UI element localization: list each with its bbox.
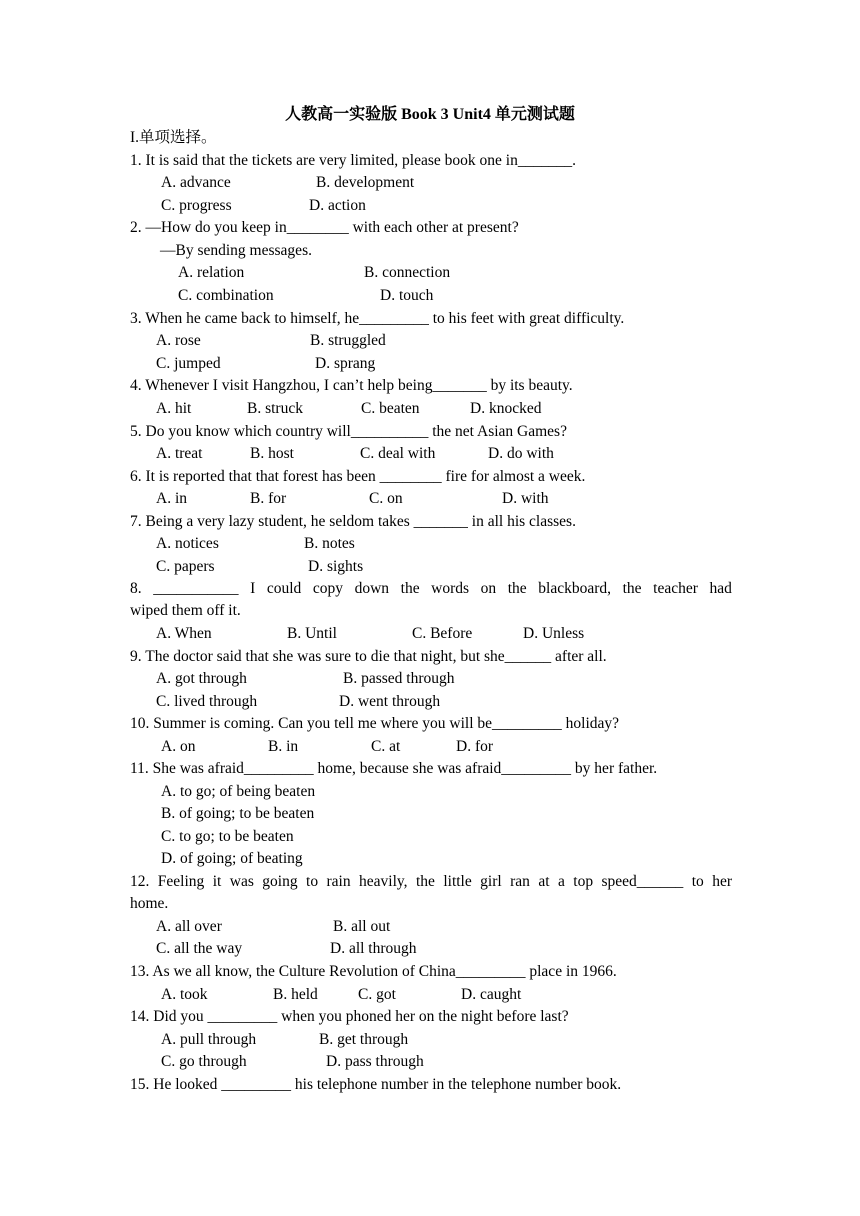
q11-option-a: A. to go; of being beaten xyxy=(161,783,316,800)
q3-option-b: B. struggled xyxy=(310,332,386,349)
q6-option-a: A. in xyxy=(156,490,187,507)
q4-option-a: A. hit xyxy=(156,400,192,417)
question-14: 14. Did you _________ when you phoned her on the night before last? xyxy=(130,1008,569,1025)
question-7: 7. Being a very lazy student, he seldom takes _______ in all his classes. xyxy=(130,513,576,530)
q12-option-c: C. all the way xyxy=(156,940,243,957)
q7-option-c: C. papers xyxy=(156,558,215,575)
q9-option-b: B. passed through xyxy=(343,670,455,687)
page-title: 人教高一实验版 Book 3 Unit4 单元测试题 xyxy=(285,106,575,123)
q12-word: at xyxy=(538,873,550,890)
q12-word: to xyxy=(691,873,704,890)
q5-option-d: D. do with xyxy=(488,445,554,462)
q10-option-a: A. on xyxy=(161,738,196,755)
q14-option-d: D. pass through xyxy=(326,1053,424,1070)
q14-option-a: A. pull through xyxy=(161,1031,257,1048)
q12-word: rain xyxy=(326,873,351,890)
q5-option-c: C. deal with xyxy=(360,445,436,462)
question-12 xyxy=(130,871,732,893)
q3-option-d: D. sprang xyxy=(315,355,376,372)
q12-word: top xyxy=(573,873,594,890)
q12-word: was xyxy=(229,873,254,890)
q8-word: the xyxy=(507,580,527,597)
q8-word: had xyxy=(709,580,732,597)
question-10: 10. Summer is coming. Can you tell me where you will be_________ holiday? xyxy=(130,715,620,732)
q12-word: heavily, xyxy=(359,873,408,890)
q7-option-d: D. sights xyxy=(308,558,364,575)
q12-word: speed______ xyxy=(601,873,684,890)
q8-word: the xyxy=(622,580,642,597)
q1-option-b: B. development xyxy=(316,174,415,191)
q12-word: Feeling xyxy=(157,873,205,890)
question-11: 11. She was afraid_________ home, because she was afraid_________ by her father. xyxy=(130,760,658,777)
question-2: 2. —How do you keep in________ with each other at present? xyxy=(130,219,519,236)
q6-option-d: D. with xyxy=(502,490,549,507)
q8-option-c: C. Before xyxy=(412,625,473,642)
q12-word: little xyxy=(443,873,472,890)
q1-option-a: A. advance xyxy=(161,174,231,191)
q4-option-d: D. knocked xyxy=(470,400,542,417)
question-6: 6. It is reported that that forest has been ________ fire for almost a week. xyxy=(130,468,586,485)
question-13: 13. As we all know, the Culture Revolution of China_________ place in 1966. xyxy=(130,963,617,980)
q3-option-a: A. rose xyxy=(156,332,201,349)
question-12-continued: home. xyxy=(130,895,169,912)
q12-word: ran xyxy=(510,873,530,890)
q9-option-a: A. got through xyxy=(156,670,247,687)
q12-option-b: B. all out xyxy=(333,918,391,935)
q1-option-d: D. action xyxy=(309,197,366,214)
q8-option-d: D. Unless xyxy=(523,625,585,642)
q8-option-b: B. Until xyxy=(287,625,337,642)
q8-word: down xyxy=(354,580,390,597)
q12-word: 12. xyxy=(130,873,150,890)
section-heading: I.单项选择。 xyxy=(130,129,217,146)
q8-word: the xyxy=(400,580,420,597)
q13-option-b: B. held xyxy=(273,986,318,1003)
q1-option-c: C. progress xyxy=(161,197,232,214)
question-9: 9. The doctor said that she was sure to die that night, but she______ after all. xyxy=(130,648,607,665)
q8-word: teacher xyxy=(653,580,698,597)
q13-option-c: C. got xyxy=(358,986,396,1003)
q7-option-a: A. notices xyxy=(156,535,219,552)
q8-word: could xyxy=(266,580,302,597)
q6-option-b: B. for xyxy=(250,490,287,507)
q12-word: her xyxy=(712,873,732,890)
question-5: 5. Do you know which country will__________ the net Asian Games? xyxy=(130,423,567,440)
question-3: 3. When he came back to himself, he_________ to his feet with great difficulty. xyxy=(130,310,625,327)
q12-word: a xyxy=(557,873,565,890)
q8-word: blackboard, xyxy=(538,580,612,597)
q8-word: copy xyxy=(312,580,343,597)
q12-word: going xyxy=(262,873,298,890)
q10-option-b: B. in xyxy=(268,738,299,755)
q8-word: on xyxy=(480,580,497,597)
q9-option-c: C. lived through xyxy=(156,693,258,710)
q10-option-c: C. at xyxy=(371,738,401,755)
question-4: 4. Whenever I visit Hangzhou, I can’t help being_______ by its beauty. xyxy=(130,377,573,394)
q3-option-c: C. jumped xyxy=(156,355,221,372)
q6-option-c: C. on xyxy=(369,490,403,507)
question-8-continued: wiped them off it. xyxy=(130,602,241,619)
q13-option-a: A. took xyxy=(161,986,208,1003)
q2-option-d: D. touch xyxy=(380,287,434,304)
question-2-reply: —By sending messages. xyxy=(160,242,312,259)
question-8 xyxy=(130,578,732,600)
q5-option-a: A. treat xyxy=(156,445,203,462)
q2-option-c: C. combination xyxy=(178,287,274,304)
q12-word: to xyxy=(306,873,319,890)
q12-word: girl xyxy=(480,873,502,890)
q14-option-b: B. get through xyxy=(319,1031,409,1048)
q8-word: ___________ xyxy=(153,580,239,597)
q12-option-a: A. all over xyxy=(156,918,222,935)
q11-option-d: D. of going; of beating xyxy=(161,850,303,867)
q10-option-d: D. for xyxy=(456,738,494,755)
q12-option-d: D. all through xyxy=(330,940,417,957)
q11-option-c: C. to go; to be beaten xyxy=(161,828,294,845)
q8-word: words xyxy=(431,580,470,597)
question-1: 1. It is said that the tickets are very limited, please book one in_______. xyxy=(130,152,576,169)
q13-option-d: D. caught xyxy=(461,986,522,1003)
q2-option-a: A. relation xyxy=(178,264,245,281)
q7-option-b: B. notes xyxy=(304,535,355,552)
q11-option-b: B. of going; to be beaten xyxy=(161,805,315,822)
q2-option-b: B. connection xyxy=(364,264,451,281)
q4-option-b: B. struck xyxy=(247,400,303,417)
q12-word: the xyxy=(415,873,435,890)
q8-word: 8. xyxy=(130,580,142,597)
question-15: 15. He looked _________ his telephone number in the telephone number book. xyxy=(130,1076,622,1093)
q9-option-d: D. went through xyxy=(339,693,441,710)
q12-word: it xyxy=(212,873,222,890)
q8-option-a: A. When xyxy=(156,625,212,642)
q8-word: I xyxy=(250,580,256,597)
q4-option-c: C. beaten xyxy=(361,400,420,417)
q14-option-c: C. go through xyxy=(161,1053,247,1070)
q5-option-b: B. host xyxy=(250,445,294,462)
